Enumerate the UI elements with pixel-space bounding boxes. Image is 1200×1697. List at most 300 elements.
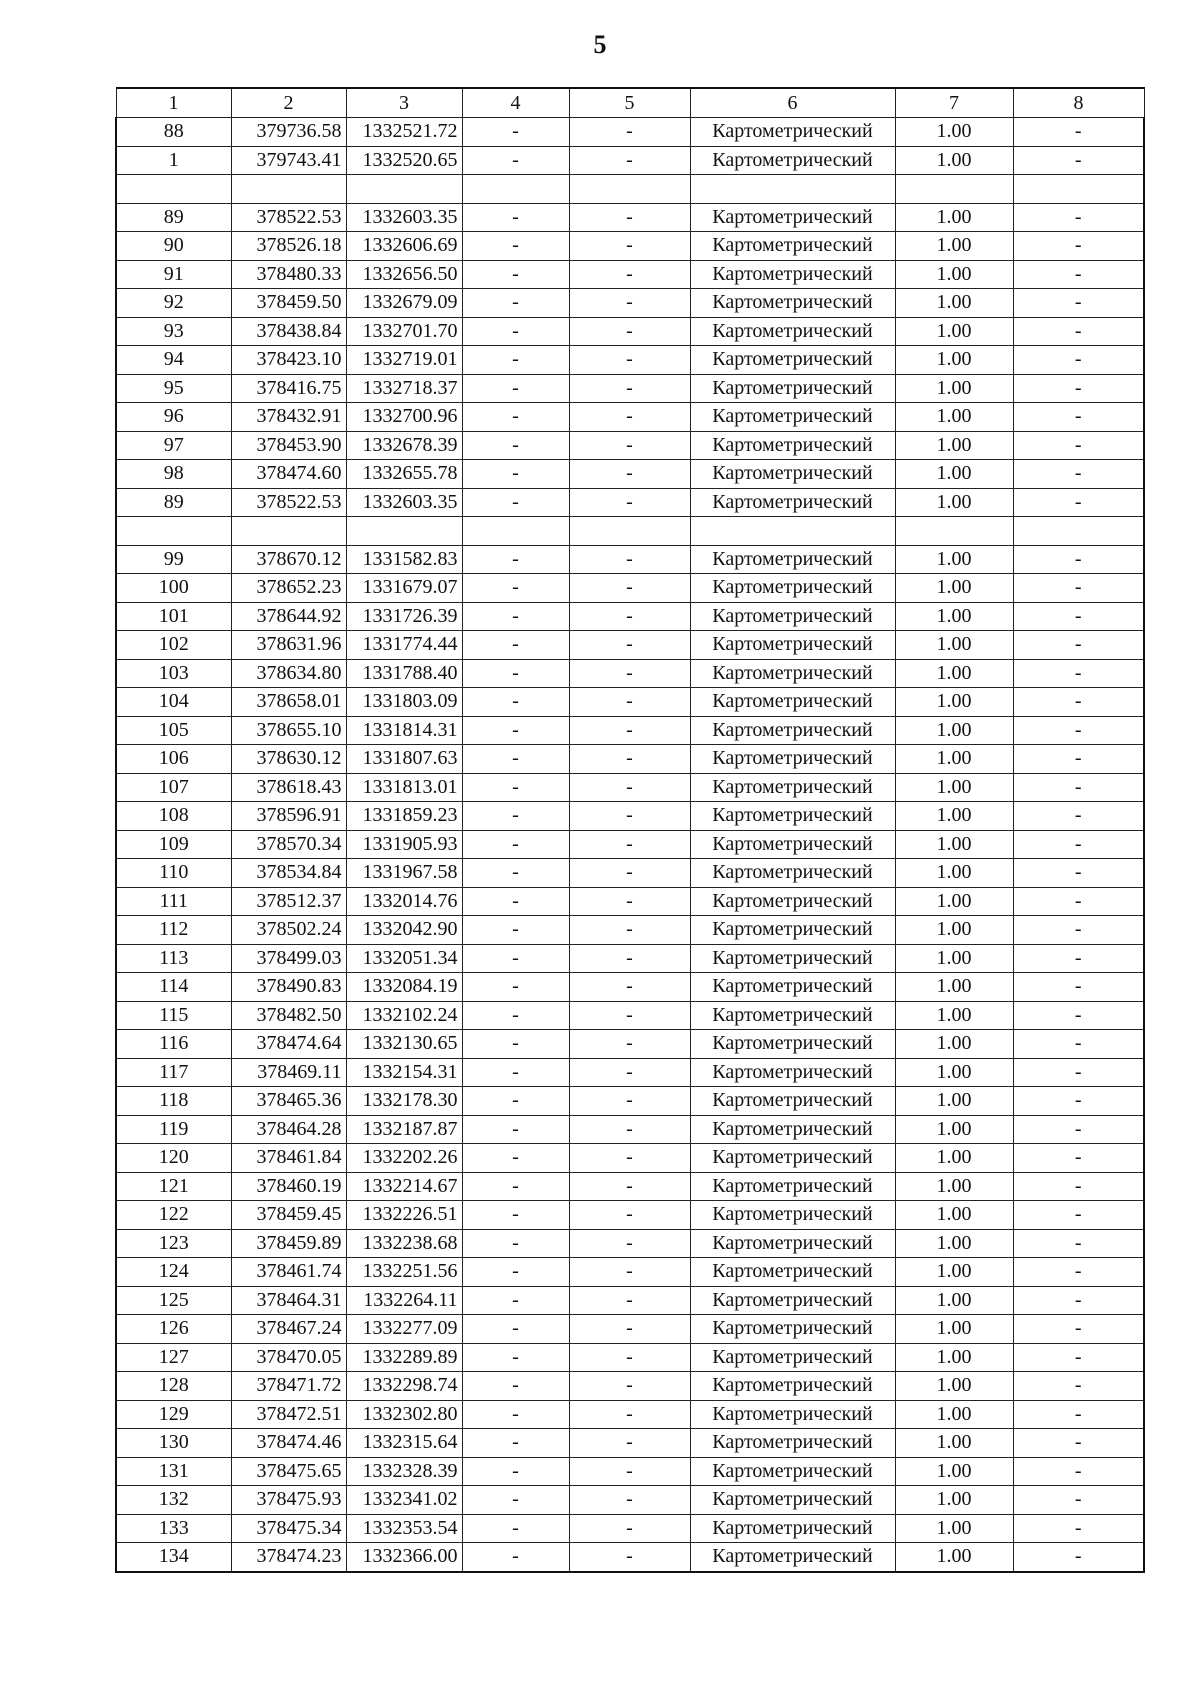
table-cell-col-7: 1.00 (895, 374, 1013, 403)
table-cell-col-6: Картометрический (690, 1258, 895, 1287)
table-cell-col-3: 1332202.26 (346, 1144, 462, 1173)
table-row (116, 346, 1144, 375)
table-row (116, 1172, 1144, 1201)
table-cell-col-8: - (1013, 1229, 1144, 1258)
table-cell-col-7: 1.00 (895, 1286, 1013, 1315)
table-cell-col-5: - (569, 716, 690, 745)
table-cell-col-5: - (569, 1087, 690, 1116)
table-row (116, 317, 1144, 346)
table-cell-col-2: 378461.74 (231, 1258, 346, 1287)
table-cell-col-6: Картометрический (690, 659, 895, 688)
table-cell-col-1: 125 (116, 1286, 231, 1315)
table-cell-col-6: Картометрический (690, 1144, 895, 1173)
table-cell-col-1: 96 (116, 403, 231, 432)
table-cell-col-3: 1332226.51 (346, 1201, 462, 1230)
table-cell-col-1: 115 (116, 1001, 231, 1030)
table-cell-col-8: - (1013, 488, 1144, 517)
table-row (116, 545, 1144, 574)
table-cell-col-4: - (462, 1115, 569, 1144)
table-cell-col-4: - (462, 1258, 569, 1287)
column-header-7: 7 (895, 88, 1013, 118)
table-cell-col-1: 103 (116, 659, 231, 688)
table-cell-col-8: - (1013, 118, 1144, 147)
table-cell-col-8: - (1013, 1087, 1144, 1116)
table-cell-col-3: 1332154.31 (346, 1058, 462, 1087)
header-row (116, 88, 1144, 118)
table-cell-col-5: - (569, 1201, 690, 1230)
table-row (116, 1058, 1144, 1087)
table-cell-col-1: 118 (116, 1087, 231, 1116)
table-cell-col-4: - (462, 1543, 569, 1572)
table-row (116, 745, 1144, 774)
table-cell-col-1: 97 (116, 431, 231, 460)
table-cell-col-6: Картометрический (690, 944, 895, 973)
table-row (116, 1087, 1144, 1116)
table-cell-col-8: - (1013, 1144, 1144, 1173)
table-cell-col-5: - (569, 431, 690, 460)
table-row (116, 944, 1144, 973)
table-row (116, 1343, 1144, 1372)
table-cell-col-1 (116, 517, 231, 546)
table-cell-col-3: 1331905.93 (346, 830, 462, 859)
table-cell-col-3: 1332700.96 (346, 403, 462, 432)
table-cell-col-2: 378464.28 (231, 1115, 346, 1144)
table-cell-col-6: Картометрический (690, 631, 895, 660)
table-cell-col-8: - (1013, 1115, 1144, 1144)
table-cell-col-4 (462, 517, 569, 546)
table-cell-col-6: Картометрический (690, 260, 895, 289)
table-cell-col-7: 1.00 (895, 1058, 1013, 1087)
table-cell-col-2: 378475.93 (231, 1486, 346, 1515)
table-cell-col-5: - (569, 545, 690, 574)
table-cell-col-1: 121 (116, 1172, 231, 1201)
table-cell-col-2: 378655.10 (231, 716, 346, 745)
table-cell-col-3: 1332084.19 (346, 973, 462, 1002)
table-cell-col-8: - (1013, 1429, 1144, 1458)
table-cell-col-7: 1.00 (895, 346, 1013, 375)
table-cell-col-6: Картометрический (690, 289, 895, 318)
table-cell-col-7: 1.00 (895, 773, 1013, 802)
table-cell-col-4: - (462, 688, 569, 717)
table-cell-col-7: 1.00 (895, 460, 1013, 489)
table-cell-col-5: - (569, 887, 690, 916)
table-cell-col-2: 378461.84 (231, 1144, 346, 1173)
table-cell-col-8: - (1013, 146, 1144, 175)
table-cell-col-8: - (1013, 859, 1144, 888)
table-cell-col-8: - (1013, 773, 1144, 802)
table-row (116, 887, 1144, 916)
table-cell-col-2 (231, 175, 346, 204)
table-cell-col-7: 1.00 (895, 944, 1013, 973)
table-body (116, 118, 1144, 1572)
table-cell-col-7: 1.00 (895, 1144, 1013, 1173)
table-cell-col-2: 378522.53 (231, 203, 346, 232)
table-cell-col-3: 1332051.34 (346, 944, 462, 973)
table-cell-col-8: - (1013, 431, 1144, 460)
table-cell-col-3: 1332679.09 (346, 289, 462, 318)
table-cell-col-6: Картометрический (690, 488, 895, 517)
table-cell-col-4: - (462, 830, 569, 859)
table-cell-col-6: Картометрический (690, 1543, 895, 1572)
table-cell-col-8: - (1013, 1457, 1144, 1486)
table-cell-col-7: 1.00 (895, 973, 1013, 1002)
table-cell-col-8: - (1013, 716, 1144, 745)
table-cell-col-6: Картометрический (690, 688, 895, 717)
table-cell-col-6: Картометрический (690, 203, 895, 232)
table-cell-col-7: 1.00 (895, 602, 1013, 631)
table-cell-col-7: 1.00 (895, 745, 1013, 774)
table-cell-col-7: 1.00 (895, 118, 1013, 147)
table-cell-col-7: 1.00 (895, 830, 1013, 859)
table-cell-col-8: - (1013, 688, 1144, 717)
table-cell-col-4: - (462, 574, 569, 603)
table-cell-col-3: 1332289.89 (346, 1343, 462, 1372)
table-cell-col-6: Картометрический (690, 1172, 895, 1201)
table-cell-col-3: 1332315.64 (346, 1429, 462, 1458)
table-cell-col-7: 1.00 (895, 1201, 1013, 1230)
table-cell-col-1 (116, 175, 231, 204)
table-row (116, 973, 1144, 1002)
column-header-3: 3 (346, 88, 462, 118)
table-cell-col-3: 1332178.30 (346, 1087, 462, 1116)
table-cell-col-8: - (1013, 1058, 1144, 1087)
table-cell-col-5: - (569, 1315, 690, 1344)
table-cell-col-1: 126 (116, 1315, 231, 1344)
table-cell-col-6: Картометрический (690, 1400, 895, 1429)
table-cell-col-2: 378534.84 (231, 859, 346, 888)
table-cell-col-4: - (462, 1001, 569, 1030)
table-cell-col-4: - (462, 1144, 569, 1173)
table-row (116, 602, 1144, 631)
table-cell-col-5: - (569, 1172, 690, 1201)
table-cell-col-7: 1.00 (895, 1457, 1013, 1486)
table-cell-col-2: 378475.34 (231, 1514, 346, 1543)
table-cell-col-3: 1331814.31 (346, 716, 462, 745)
table-cell-col-8: - (1013, 460, 1144, 489)
table-cell-col-4: - (462, 289, 569, 318)
table-cell-col-6: Картометрический (690, 602, 895, 631)
table-row (116, 1372, 1144, 1401)
table-cell-col-6: Картометрический (690, 232, 895, 261)
table-cell-col-7: 1.00 (895, 1486, 1013, 1515)
table-cell-col-2: 378470.05 (231, 1343, 346, 1372)
table-cell-col-6: Картометрический (690, 1286, 895, 1315)
table-cell-col-4: - (462, 1201, 569, 1230)
table-cell-col-8: - (1013, 1286, 1144, 1315)
table-cell-col-7: 1.00 (895, 1001, 1013, 1030)
table-row (116, 916, 1144, 945)
table-cell-col-5: - (569, 146, 690, 175)
table-cell-col-3: 1332341.02 (346, 1486, 462, 1515)
table-cell-col-5: - (569, 859, 690, 888)
table-cell-col-7 (895, 517, 1013, 546)
table-cell-col-4: - (462, 944, 569, 973)
table-cell-col-5: - (569, 1030, 690, 1059)
table-cell-col-1: 95 (116, 374, 231, 403)
table-cell-col-8: - (1013, 1001, 1144, 1030)
table-cell-col-3: 1332277.09 (346, 1315, 462, 1344)
table-cell-col-3: 1331803.09 (346, 688, 462, 717)
table-row (116, 1543, 1144, 1572)
table-cell-col-5: - (569, 203, 690, 232)
table-cell-col-4: - (462, 1486, 569, 1515)
table-cell-col-2: 378512.37 (231, 887, 346, 916)
table-cell-col-2: 378631.96 (231, 631, 346, 660)
table-cell-col-5: - (569, 1343, 690, 1372)
table-cell-col-1: 128 (116, 1372, 231, 1401)
table-cell-col-8 (1013, 175, 1144, 204)
table-cell-col-4: - (462, 1457, 569, 1486)
table-cell-col-5: - (569, 1543, 690, 1572)
table-row (116, 146, 1144, 175)
table-cell-col-2: 378570.34 (231, 830, 346, 859)
table-row (116, 118, 1144, 147)
table-cell-col-1: 114 (116, 973, 231, 1002)
table-cell-col-5: - (569, 745, 690, 774)
table-cell-col-2: 378474.64 (231, 1030, 346, 1059)
table-cell-col-6: Картометрический (690, 317, 895, 346)
table-cell-col-3: 1332264.11 (346, 1286, 462, 1315)
table-cell-col-2: 378526.18 (231, 232, 346, 261)
table-cell-col-4: - (462, 431, 569, 460)
table-cell-col-1: 110 (116, 859, 231, 888)
table-cell-col-3: 1332042.90 (346, 916, 462, 945)
table-cell-col-8: - (1013, 1372, 1144, 1401)
table-cell-col-8: - (1013, 802, 1144, 831)
table-cell-col-3: 1332656.50 (346, 260, 462, 289)
table-row (116, 203, 1144, 232)
table-cell-col-5 (569, 175, 690, 204)
table-cell-col-3: 1332302.80 (346, 1400, 462, 1429)
table-cell-col-3: 1332298.74 (346, 1372, 462, 1401)
table-cell-col-5: - (569, 916, 690, 945)
table-row (116, 232, 1144, 261)
table-cell-col-6: Картометрический (690, 460, 895, 489)
table-cell-col-2: 378474.60 (231, 460, 346, 489)
table-cell-col-1: 1 (116, 146, 231, 175)
table-cell-col-5: - (569, 631, 690, 660)
table-cell-col-5: - (569, 1400, 690, 1429)
table-cell-col-8: - (1013, 944, 1144, 973)
table-cell-col-5: - (569, 289, 690, 318)
table-cell-col-8: - (1013, 830, 1144, 859)
table-row (116, 1144, 1144, 1173)
table-cell-col-3: 1332187.87 (346, 1115, 462, 1144)
table-cell-col-3: 1332701.70 (346, 317, 462, 346)
table-cell-col-5: - (569, 1058, 690, 1087)
table-cell-col-1: 117 (116, 1058, 231, 1087)
table-cell-col-6: Картометрический (690, 1087, 895, 1116)
table-cell-col-1: 109 (116, 830, 231, 859)
table-cell-col-8: - (1013, 403, 1144, 432)
table-row (116, 289, 1144, 318)
table-cell-col-1: 108 (116, 802, 231, 831)
table-cell-col-1: 123 (116, 1229, 231, 1258)
table-cell-col-5: - (569, 1115, 690, 1144)
table-cell-col-2 (231, 517, 346, 546)
table-cell-col-7: 1.00 (895, 802, 1013, 831)
table-cell-col-5 (569, 517, 690, 546)
table-cell-col-7: 1.00 (895, 859, 1013, 888)
table-cell-col-6 (690, 517, 895, 546)
table-cell-col-6: Картометрический (690, 346, 895, 375)
table-cell-col-7: 1.00 (895, 688, 1013, 717)
table-cell-col-7: 1.00 (895, 146, 1013, 175)
table-cell-col-1: 122 (116, 1201, 231, 1230)
table-cell-col-7: 1.00 (895, 631, 1013, 660)
table-cell-col-5: - (569, 260, 690, 289)
table-cell-col-6: Картометрический (690, 1457, 895, 1486)
table-cell-col-3: 1331582.83 (346, 545, 462, 574)
table-cell-col-6 (690, 175, 895, 204)
table-cell-col-1: 92 (116, 289, 231, 318)
table-cell-col-7: 1.00 (895, 403, 1013, 432)
table-cell-col-8: - (1013, 574, 1144, 603)
table-cell-col-2: 378596.91 (231, 802, 346, 831)
column-header-2: 2 (231, 88, 346, 118)
table-cell-col-1: 102 (116, 631, 231, 660)
table-cell-col-2: 378423.10 (231, 346, 346, 375)
table-cell-col-5: - (569, 374, 690, 403)
table-cell-col-8: - (1013, 1543, 1144, 1572)
table-cell-col-7: 1.00 (895, 260, 1013, 289)
table-cell-col-3: 1332130.65 (346, 1030, 462, 1059)
table-cell-col-1: 88 (116, 118, 231, 147)
table-cell-col-6: Картометрический (690, 830, 895, 859)
table-cell-col-3: 1332603.35 (346, 203, 462, 232)
table-cell-col-4: - (462, 346, 569, 375)
table-cell-col-4: - (462, 146, 569, 175)
table-cell-col-3: 1331813.01 (346, 773, 462, 802)
table-row (116, 631, 1144, 660)
table-cell-col-5: - (569, 688, 690, 717)
table-row (116, 659, 1144, 688)
table-cell-col-8: - (1013, 1514, 1144, 1543)
table-row (116, 1429, 1144, 1458)
table-cell-col-8: - (1013, 1315, 1144, 1344)
table-cell-col-1: 105 (116, 716, 231, 745)
table-cell-col-5: - (569, 1001, 690, 1030)
table-cell-col-6: Картометрический (690, 146, 895, 175)
table-cell-col-3 (346, 517, 462, 546)
table-row (116, 1514, 1144, 1543)
table-row (116, 517, 1144, 546)
table-cell-col-3: 1331726.39 (346, 602, 462, 631)
table-cell-col-8: - (1013, 203, 1144, 232)
table-cell-col-6: Картометрический (690, 716, 895, 745)
page-number: 5 (593, 30, 607, 59)
table-cell-col-2: 378416.75 (231, 374, 346, 403)
table-cell-col-3 (346, 175, 462, 204)
table-cell-col-3: 1332520.65 (346, 146, 462, 175)
table-cell-col-6: Картометрический (690, 1058, 895, 1087)
table-cell-col-7: 1.00 (895, 1172, 1013, 1201)
table-cell-col-1: 91 (116, 260, 231, 289)
table-cell-col-4: - (462, 916, 569, 945)
table-cell-col-6: Картометрический (690, 545, 895, 574)
table-cell-col-3: 1331807.63 (346, 745, 462, 774)
table-cell-col-2: 378522.53 (231, 488, 346, 517)
table-cell-col-8: - (1013, 916, 1144, 945)
table-cell-col-4 (462, 175, 569, 204)
table-row (116, 1001, 1144, 1030)
table-cell-col-3: 1332521.72 (346, 118, 462, 147)
table-cell-col-7: 1.00 (895, 1229, 1013, 1258)
table-cell-col-6: Картометрический (690, 802, 895, 831)
table-cell-col-5: - (569, 232, 690, 261)
table-cell-col-5: - (569, 574, 690, 603)
table-cell-col-4: - (462, 973, 569, 1002)
table-cell-col-8: - (1013, 973, 1144, 1002)
table-row (116, 403, 1144, 432)
table-cell-col-3: 1332655.78 (346, 460, 462, 489)
coordinates-table (115, 87, 1145, 1573)
table-cell-col-7: 1.00 (895, 289, 1013, 318)
table-cell-col-7: 1.00 (895, 916, 1013, 945)
table-cell-col-6: Картометрический (690, 859, 895, 888)
table-cell-col-3: 1332238.68 (346, 1229, 462, 1258)
table-cell-col-3: 1331967.58 (346, 859, 462, 888)
table-cell-col-3: 1332251.56 (346, 1258, 462, 1287)
table-cell-col-8: - (1013, 1201, 1144, 1230)
table-cell-col-1: 129 (116, 1400, 231, 1429)
table-cell-col-5: - (569, 659, 690, 688)
table-cell-col-6: Картометрический (690, 118, 895, 147)
table-cell-col-3: 1332606.69 (346, 232, 462, 261)
table-cell-col-2: 378459.50 (231, 289, 346, 318)
table-cell-col-7: 1.00 (895, 574, 1013, 603)
table-cell-col-7: 1.00 (895, 1429, 1013, 1458)
table-row (116, 1030, 1144, 1059)
table-cell-col-5: - (569, 1229, 690, 1258)
table-cell-col-4: - (462, 260, 569, 289)
table-cell-col-1: 119 (116, 1115, 231, 1144)
table-cell-col-8: - (1013, 346, 1144, 375)
table-cell-col-2: 378670.12 (231, 545, 346, 574)
table-cell-col-1: 111 (116, 887, 231, 916)
table-header (116, 88, 1144, 118)
table-cell-col-1: 116 (116, 1030, 231, 1059)
table-row (116, 1258, 1144, 1287)
table-cell-col-2: 378432.91 (231, 403, 346, 432)
table-cell-col-2: 378618.43 (231, 773, 346, 802)
table-cell-col-4: - (462, 203, 569, 232)
table-cell-col-4: - (462, 374, 569, 403)
table-cell-col-1: 93 (116, 317, 231, 346)
table-cell-col-5: - (569, 1372, 690, 1401)
table-cell-col-7: 1.00 (895, 716, 1013, 745)
table-cell-col-7: 1.00 (895, 1543, 1013, 1572)
table-row (116, 1315, 1144, 1344)
table-cell-col-7: 1.00 (895, 1400, 1013, 1429)
table-cell-col-1: 131 (116, 1457, 231, 1486)
table-cell-col-4: - (462, 1058, 569, 1087)
table-row (116, 830, 1144, 859)
table-cell-col-2: 378652.23 (231, 574, 346, 603)
table-cell-col-7: 1.00 (895, 887, 1013, 916)
table-row (116, 716, 1144, 745)
table-cell-col-1: 90 (116, 232, 231, 261)
table-cell-col-5: - (569, 973, 690, 1002)
table-cell-col-4: - (462, 1229, 569, 1258)
table-cell-col-7: 1.00 (895, 1087, 1013, 1116)
table-cell-col-3: 1331679.07 (346, 574, 462, 603)
table-cell-col-2: 378459.89 (231, 1229, 346, 1258)
table-cell-col-2: 379743.41 (231, 146, 346, 175)
table-cell-col-8: - (1013, 745, 1144, 774)
table-cell-col-3: 1332102.24 (346, 1001, 462, 1030)
table-cell-col-4: - (462, 460, 569, 489)
